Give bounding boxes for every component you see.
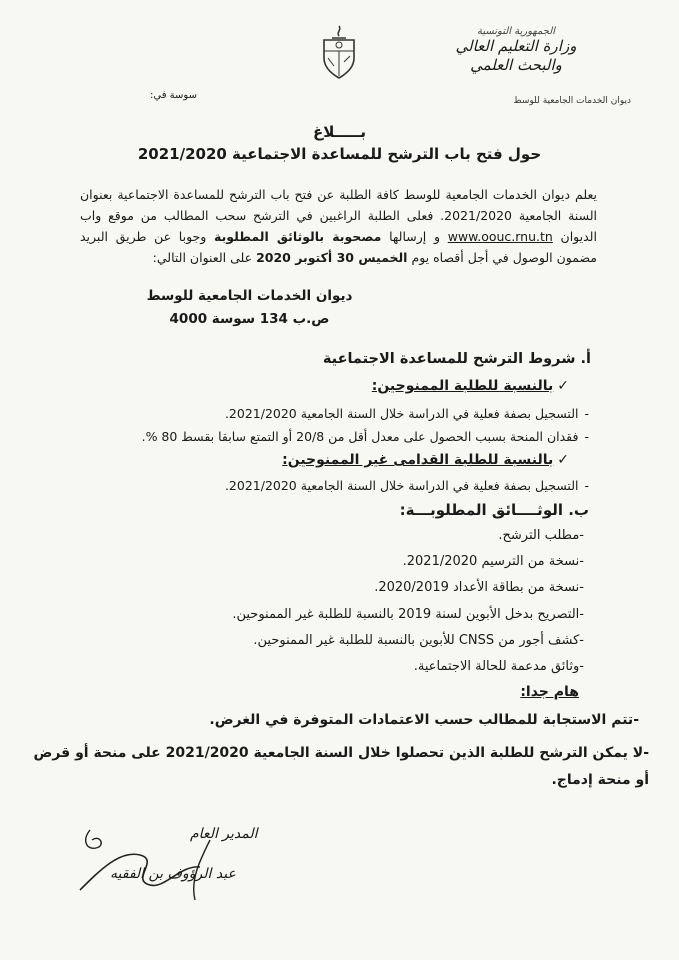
address-line1: ديوان الخدمات الجامعية للوسط xyxy=(146,288,353,304)
signatory-title: المدير العام xyxy=(190,826,258,842)
list-item-text: كشف أجور من CNSS للأبوين بالنسبة للطلبة غير الممنوحين. xyxy=(253,633,580,648)
address-line2: ص.ب 134 سوسة 4000 xyxy=(169,311,330,327)
list-item-text: مطلب الترشح. xyxy=(498,528,580,543)
list-item xyxy=(253,633,584,648)
republic-label: الجمهورية التونسية xyxy=(476,26,556,37)
section-a-title: أ. شروط الترشح للمساعدة الاجتماعية xyxy=(322,351,591,367)
notice-title: بـــــلاغ xyxy=(313,123,366,141)
section-a-sub1 xyxy=(372,378,569,394)
dash-icon: - xyxy=(579,580,584,595)
section-b-title: ب. الوثــــائق المطلوبـــة: xyxy=(399,501,589,519)
list-item xyxy=(225,406,589,421)
list-item xyxy=(209,712,639,728)
ministry-header xyxy=(401,26,631,75)
signatory-name: عبد الرؤوف بن الفقيه xyxy=(110,866,236,882)
list-item xyxy=(374,580,584,595)
list-item xyxy=(30,740,649,794)
list-item-text: التسجيل بصفة فعلية في الدراسة خلال السنة الجامعية 2021/2020. xyxy=(224,478,579,493)
checkmark-icon: ✓ xyxy=(557,378,569,394)
dash-icon: - xyxy=(584,429,589,444)
ministry-name-line2: والبحث العلمي xyxy=(470,56,562,74)
list-item xyxy=(498,528,584,543)
body-bold-2: الخميس 30 أكتوبر 2020 xyxy=(256,250,408,265)
dash-icon: - xyxy=(579,659,584,674)
list-item xyxy=(414,659,584,674)
dash-icon: - xyxy=(584,478,589,493)
dash-icon: - xyxy=(579,528,584,543)
list-item-text: تتم الاستجابة للمطالب حسب الاعتمادات المتوفرة في الغرض. xyxy=(209,712,634,728)
notice-subject: حول فتح باب الترشح للمساعدة الاجتماعية 2021/2020 xyxy=(137,145,542,163)
body-text-3: وجوبا عن طريق البريد مضمون الوصول في أجل أقصاه يوم xyxy=(80,229,597,265)
office-name: ديوان الخدمات الجامعية للوسط xyxy=(513,96,631,106)
body-bold-1: مصحوبة بالوثائق المطلوبة xyxy=(214,229,382,244)
section-a-sub2 xyxy=(282,452,569,468)
dash-icon: - xyxy=(579,607,584,622)
place-date-label: سوسة في: xyxy=(150,90,197,101)
checkmark-icon: ✓ xyxy=(557,452,569,468)
ministry-name-line1: وزارة التعليم العالي xyxy=(455,37,577,55)
body-text-2: و إرسالها xyxy=(389,229,440,244)
section-a-sub1-label: بالنسبة للطلبة الممنوحين: xyxy=(371,378,554,394)
website-link[interactable]: www.oouc.rnu.tn xyxy=(447,229,553,244)
tunisia-emblem-icon xyxy=(318,24,360,80)
list-item xyxy=(225,478,589,493)
dash-icon: - xyxy=(579,633,584,648)
dash-icon: - xyxy=(633,712,639,728)
list-item-text: نسخة من الترسيم 2021/2020. xyxy=(402,554,580,569)
list-item-text: التصريح بدخل الأبوين لسنة 2019 بالنسبة للطلبة غير الممنوحين. xyxy=(232,607,580,622)
list-item-text: فقدان المنحة بسبب الحصول على معدل أقل من 20/8 أو التمتع سابقا بقسط 80 %. xyxy=(141,429,579,444)
list-item xyxy=(232,607,584,622)
notice-body xyxy=(80,184,597,268)
list-item-text: التسجيل بصفة فعلية في الدراسة خلال السنة الجامعية 2021/2020. xyxy=(224,406,579,421)
dash-icon: - xyxy=(643,745,649,761)
list-item-text: نسخة من بطاقة الأعداد 2020/2019. xyxy=(374,580,580,595)
dash-icon: - xyxy=(579,554,584,569)
list-item xyxy=(403,554,584,569)
list-item xyxy=(142,429,589,444)
dash-icon: - xyxy=(584,406,589,421)
list-item-text: وثائق مدعمة للحالة الاجتماعية. xyxy=(413,659,580,674)
body-text-4: على العنوان التالي: xyxy=(152,250,253,265)
section-a-sub2-label: بالنسبة للطلبة القدامى غير الممنوحين: xyxy=(282,452,554,468)
body-text-1: يعلم ديوان الخدمات الجامعية للوسط كافة الطلبة عن فتح باب الترشح للمساعدة الاجتماعية بعنوان السنة الجامعية 2021/2020. فعلى الطلبة الراغبين في الترشح سحب المطالب من موقع واب الديوان xyxy=(80,187,598,244)
list-item-text: لا يمكن الترشح للطلبة الذين تحصلوا خلال السنة الجامعية 2021/2020 على منحة أو قرض أو منحة إدماج. xyxy=(33,745,649,788)
important-title: هام جدا: xyxy=(520,684,579,700)
